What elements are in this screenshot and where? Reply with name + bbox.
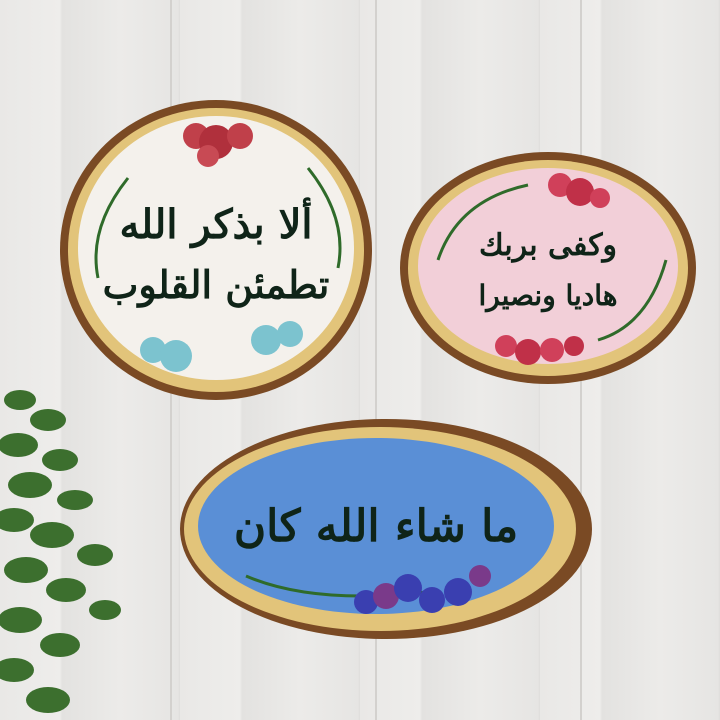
calligraphy-line-1: ما شاء الله كان <box>233 501 519 552</box>
plaque-bottom <box>176 416 596 642</box>
painted-face <box>418 168 678 364</box>
plaque-top-left <box>58 98 374 403</box>
plaque-top-right-art <box>398 150 706 388</box>
calligraphy-line-2: هاديا ونصيرا <box>478 279 618 312</box>
calligraphy-line-1: ألا بذكر الله <box>119 201 313 248</box>
calligraphy-line-2: تطمئن القلوب <box>102 262 330 307</box>
plaque-top-left-art <box>58 98 374 403</box>
eucalyptus-plant <box>0 370 140 720</box>
plaque-bottom-art <box>176 416 596 642</box>
calligraphy-line-1: وكفى بربك <box>479 228 617 263</box>
plaque-top-right <box>398 150 706 388</box>
